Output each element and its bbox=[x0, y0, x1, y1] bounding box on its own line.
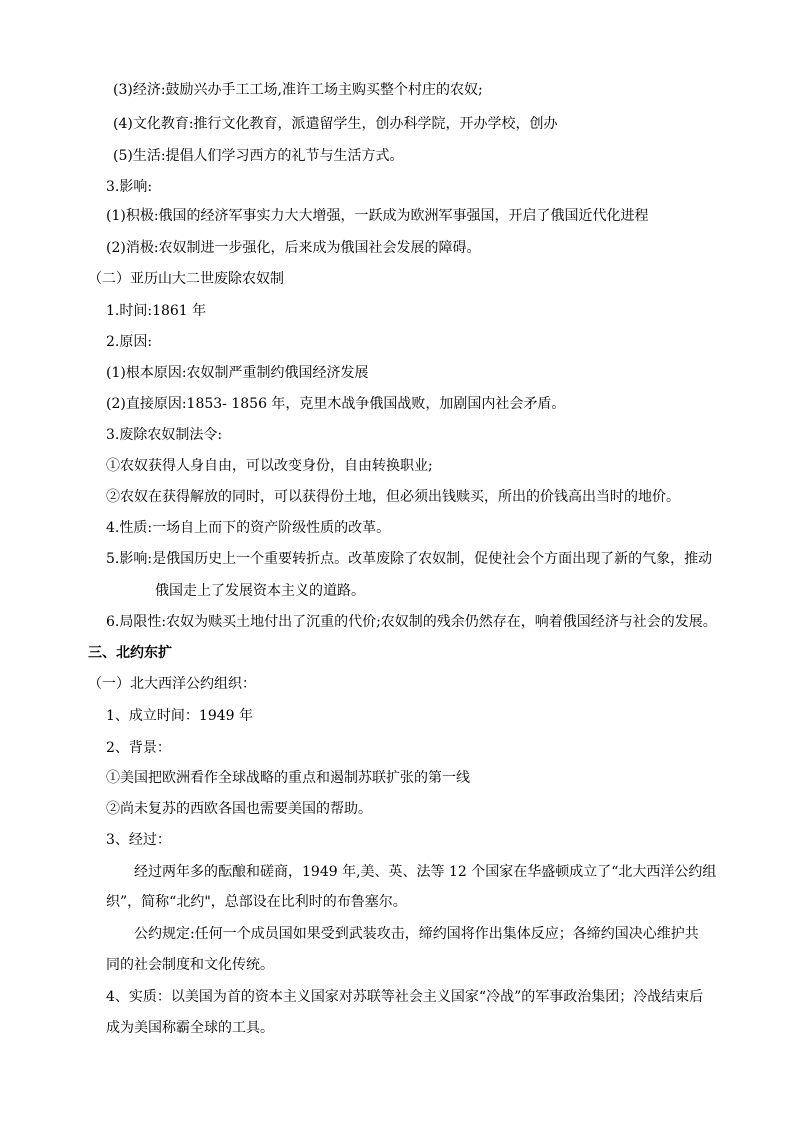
text-line-nato-bg-1: ①美国把欧洲看作全球战略的重点和遏制苏联扩张的第一线 bbox=[106, 770, 470, 786]
text-line-decree-2: ②农奴在获得解放的同时，可以获得份土地，但必须出钱赎买，所出的价钱高出当时的地价。 bbox=[106, 489, 680, 505]
text-line-nato-process: 3、经过： bbox=[106, 832, 171, 848]
text-line-impact-heading: 3.影响: bbox=[106, 179, 153, 195]
part-3-heading: 三、北约东扩 bbox=[88, 645, 172, 661]
text-line-decree-heading: 3.废除农奴制法令: bbox=[106, 427, 223, 443]
section-2-heading: （二）亚历山大二世废除农奴制 bbox=[88, 271, 284, 287]
text-line-nato-essence-1: 4、实质：以美国为首的资本主义国家对苏联等社会主义国家“冷战”的军事政治集团；冷战结束后 bbox=[106, 989, 704, 1005]
text-line-life: (5)生活:提倡人们学习西方的礼节与生活方式。 bbox=[113, 148, 404, 164]
text-line-nato-treaty-1: 公约规定:任何一个成员国如果受到武装攻击，缔约国将作出集体反应；各缔约国决心维护共 bbox=[134, 926, 699, 942]
text-line-nato-background: 2、背景： bbox=[106, 740, 171, 756]
text-line-economy: (3)经济:鼓励兴办手工工场,准许工场主购买整个村庄的农奴; bbox=[113, 82, 483, 98]
text-line-impact-positive: (1)积极:俄国的经济军事实力大大增强，一跃成为欧洲军事强国，开启了俄国近代化进程 bbox=[106, 208, 649, 224]
text-line-limitation: 6.局限性:农奴为赎买土地付出了沉重的代价;农奴制的残余仍然存在，响着俄国经济与社会的发展。 bbox=[106, 614, 717, 630]
text-line-cause-direct: (2)直接原因:1853- 1856 年，克里木战争俄国战败，加剧国内社会矛盾。 bbox=[106, 396, 566, 412]
text-line-nato-bg-2: ②尚未复苏的西欧各国也需要美国的帮助。 bbox=[106, 801, 372, 817]
text-line-nature: 4.性质:一场自上而下的资产阶级性质的改革。 bbox=[106, 520, 391, 536]
text-line-influence-2: 俄国走上了发展资本主义的道路。 bbox=[155, 583, 365, 599]
text-line-cause-heading: 2.原因: bbox=[106, 334, 153, 350]
text-line-cause-root: (1)根本原因:农奴制严重制约俄国经济发展 bbox=[106, 365, 369, 381]
text-line-culture: (4)文化教育:推行文化教育，派遣留学生，创办科学院，开办学校，创办 bbox=[113, 116, 558, 132]
nato-heading: （一）北大西洋公约组织： bbox=[88, 676, 256, 692]
text-line-nato-treaty-2: 同的社会制度和文化传统。 bbox=[106, 957, 274, 973]
text-line-nato-essence-2: 成为美国称霸全球的工具。 bbox=[106, 1020, 274, 1036]
text-line-decree-1: ①农奴获得人身自由，可以改变身份，自由转换职业; bbox=[106, 458, 433, 474]
text-line-nato-founded: 1、成立时间：1949 年 bbox=[106, 708, 253, 724]
text-line-time: 1.时间:1861 年 bbox=[106, 303, 207, 319]
text-line-influence-1: 5.影响:是俄国历史上一个重要转折点。改革废除了农奴制，促使社会个方面出现了新的气象，推动 bbox=[106, 551, 713, 567]
text-line-nato-process-1: 经过两年多的酝酿和磋商，1949 年,美、英、法等 12 个国家在华盛顿成立了“北大西洋公约组 bbox=[134, 864, 717, 880]
text-line-nato-process-2: 织”，简称“北约"，总部设在比利时的布鲁塞尔。 bbox=[106, 894, 407, 910]
text-line-impact-negative: (2)消极:农奴制进一步强化，后来成为俄国社会发展的障碍。 bbox=[106, 240, 481, 256]
